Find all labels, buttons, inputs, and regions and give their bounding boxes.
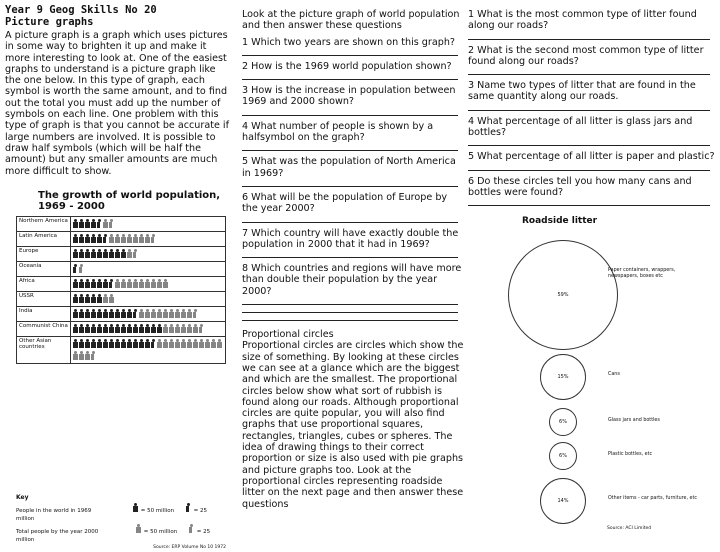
litter-circle: 6% — [549, 442, 577, 470]
answer-line[interactable] — [468, 163, 710, 171]
pictograph-row — [17, 217, 226, 232]
person-icon — [79, 219, 84, 228]
half-person-icon — [109, 219, 114, 228]
half-person-icon — [133, 249, 138, 258]
half-person-outline-icon — [189, 524, 194, 533]
person-outline-icon — [175, 309, 180, 318]
question-item — [242, 61, 464, 80]
question-item — [468, 116, 716, 147]
person-outline-icon — [115, 279, 120, 288]
person-icon — [85, 249, 90, 258]
person-icon — [91, 249, 96, 258]
person-outline-icon — [145, 309, 150, 318]
person-icon — [79, 309, 84, 318]
question-item — [242, 85, 464, 116]
region-label: Other Asian countries — [17, 337, 71, 364]
question-item — [468, 80, 716, 111]
person-icon — [121, 309, 126, 318]
person-outline-icon — [139, 234, 144, 243]
answer-line[interactable] — [242, 215, 458, 223]
question-item — [242, 156, 464, 187]
person-icon — [109, 249, 114, 258]
litter-label: Cans — [608, 372, 620, 377]
person-icon — [79, 339, 84, 348]
litter-label: Paper containers, wrappers, newspapers, boxes etc — [608, 268, 676, 279]
question-item — [242, 9, 464, 32]
person-outline-icon — [163, 324, 168, 333]
litter-source: Source: ACI Limited — [607, 526, 652, 531]
person-outline-icon — [181, 309, 186, 318]
person-outline-icon — [187, 309, 192, 318]
question-text: 8 Which countries and regions will have more than double their population by the year 2000? — [242, 263, 462, 297]
pictograph-row — [17, 337, 226, 364]
person-icon — [91, 309, 96, 318]
person-icon — [79, 294, 84, 303]
person-icon — [97, 339, 102, 348]
person-icon — [79, 234, 84, 243]
person-outline-icon — [127, 249, 132, 258]
person-outline-icon — [109, 234, 114, 243]
person-icon — [91, 234, 96, 243]
person-icon — [73, 249, 78, 258]
question-text: 2 How is the 1969 world population shown? — [242, 60, 452, 72]
person-icon — [103, 324, 108, 333]
person-icon — [127, 324, 132, 333]
question-item — [242, 228, 464, 259]
person-icon — [115, 249, 120, 258]
person-outline-icon — [181, 339, 186, 348]
person-icon — [121, 249, 126, 258]
litter-label: Glass jars and bottles — [608, 418, 660, 423]
answer-line[interactable] — [242, 297, 458, 305]
person-outline-icon — [211, 339, 216, 348]
half-person-icon — [133, 309, 138, 318]
question-text: 3 Name two types of litter that are found in the same quantity along our roads. — [468, 80, 696, 103]
question-text: 4 What percentage of all litter is glass jars and bottles? — [468, 115, 693, 139]
proportional-heading: Proportional circles — [242, 329, 334, 341]
region-symbols — [71, 232, 226, 247]
litter-label: Other items - car parts, furniture, etc — [608, 496, 697, 501]
person-outline-icon — [199, 339, 204, 348]
person-icon — [115, 324, 120, 333]
person-icon — [103, 249, 108, 258]
pictograph-row — [17, 232, 226, 247]
region-label: Europe — [17, 247, 71, 262]
person-outline-icon — [193, 324, 198, 333]
person-icon — [97, 309, 102, 318]
person-icon — [139, 324, 144, 333]
answer-line[interactable] — [242, 108, 458, 116]
person-icon — [91, 324, 96, 333]
person-icon — [79, 279, 84, 288]
question-text: 5 What percentage of all litter is paper and plastic? — [468, 151, 715, 163]
person-icon — [85, 219, 90, 228]
question-item — [468, 45, 716, 76]
litter-circle: 15% — [540, 354, 586, 400]
pictograph-source: Source: ERP Volume No 10 1972 — [153, 545, 226, 550]
region-label: Oceania — [17, 262, 71, 277]
person-outline-icon — [187, 339, 192, 348]
person-icon — [133, 503, 138, 512]
person-outline-icon — [85, 351, 90, 360]
question-text: 4 What number of people is shown by a halfsymbol on the graph? — [242, 120, 434, 144]
person-outline-icon — [139, 309, 144, 318]
pictograph-table — [16, 216, 226, 364]
question-text: 3 How is the increase in population between 1969 and 2000 shown? — [242, 85, 456, 108]
person-outline-icon — [169, 339, 174, 348]
person-outline-icon — [79, 351, 84, 360]
person-icon — [91, 279, 96, 288]
answer-line[interactable] — [468, 67, 710, 75]
person-outline-icon — [163, 339, 168, 348]
person-outline-icon — [145, 279, 150, 288]
region-symbols — [71, 307, 226, 322]
person-icon — [151, 324, 156, 333]
region-label: Communist China — [17, 322, 71, 337]
proportional-paragraph: Proportional circles are circles which show the size of something. By looking at these circles we can see at a glance which are the biggest and which are the smallest. The proportional circles below show what sort of rubbish is found along our roads. Although proportional circles are quite popular, you will also find graphs that use proportional squares, rectangles, triangles, cubes or spheres. The idea of drawing things to their correct proportion or size is also used with pie graphs and picture graphs too. Look at the proportional circles representing roadside litter on the next page and then answer these questions — [242, 340, 464, 510]
question-text: 1 Which two years are shown on this graph? — [242, 36, 455, 48]
person-outline-icon — [127, 279, 132, 288]
pictograph-row — [17, 322, 226, 337]
pictograph-row — [17, 307, 226, 322]
person-icon — [133, 324, 138, 333]
person-icon — [103, 279, 108, 288]
pictograph-key: Key People in the world in 1969 = 50 million = 25 million Total people by the year 2000 = 50 million = 25 million Source: ERP Volume No 10 1972 — [16, 494, 226, 550]
person-outline-icon — [133, 279, 138, 288]
answer-line[interactable] — [242, 250, 458, 258]
question-text: 5 What was the population of North America in 1969? — [242, 156, 456, 179]
person-icon — [97, 294, 102, 303]
person-icon — [127, 339, 132, 348]
person-icon — [73, 219, 78, 228]
answer-line[interactable] — [242, 48, 458, 56]
person-icon — [73, 294, 78, 303]
proportional-circles-section — [242, 329, 464, 510]
person-icon — [121, 324, 126, 333]
person-icon — [109, 324, 114, 333]
region-symbols — [71, 277, 226, 292]
question-item — [468, 176, 716, 207]
question-item — [468, 151, 716, 170]
person-icon — [91, 339, 96, 348]
person-icon — [91, 219, 96, 228]
person-outline-icon — [121, 234, 126, 243]
question-item — [242, 37, 464, 56]
person-outline-icon — [217, 339, 222, 348]
person-icon — [79, 324, 84, 333]
pictograph-row — [17, 247, 226, 262]
person-icon — [85, 279, 90, 288]
person-icon — [139, 339, 144, 348]
question-item — [242, 121, 464, 152]
person-outline-icon — [109, 294, 114, 303]
person-outline-icon — [73, 351, 78, 360]
half-person-icon — [186, 503, 191, 512]
half-person-icon — [103, 234, 108, 243]
litter-circle: 14% — [540, 478, 586, 524]
person-outline-icon — [157, 279, 162, 288]
question-text: 6 Do these circles tell you how many cans and bottles were found? — [468, 175, 692, 198]
question-item — [242, 263, 464, 321]
answer-line[interactable] — [242, 313, 458, 321]
person-outline-icon — [157, 309, 162, 318]
region-label: India — [17, 307, 71, 322]
answer-line[interactable] — [468, 198, 710, 206]
region-symbols — [71, 337, 226, 364]
region-symbols — [71, 247, 226, 262]
person-icon — [109, 339, 114, 348]
half-person-icon — [73, 264, 78, 273]
answer-line[interactable] — [468, 32, 710, 40]
world-population-pictograph — [10, 190, 232, 550]
person-icon — [85, 309, 90, 318]
region-symbols — [71, 262, 226, 277]
roadside-litter-figure — [470, 216, 716, 538]
person-outline-icon — [151, 279, 156, 288]
half-person-icon — [199, 324, 204, 333]
person-icon — [115, 339, 120, 348]
person-icon — [85, 234, 90, 243]
question-text: 2 What is the second most common type of litter found along our roads? — [468, 44, 704, 67]
answer-line[interactable] — [468, 138, 710, 146]
person-icon — [85, 339, 90, 348]
person-icon — [121, 339, 126, 348]
region-label: Northern America — [17, 217, 71, 232]
person-icon — [73, 279, 78, 288]
person-icon — [145, 324, 150, 333]
person-icon — [73, 324, 78, 333]
question-item — [468, 9, 716, 40]
region-symbols — [71, 322, 226, 337]
pictograph-row — [17, 262, 226, 277]
person-outline-icon — [205, 339, 210, 348]
answer-line[interactable] — [242, 72, 458, 80]
half-person-icon — [151, 234, 156, 243]
person-outline-icon — [163, 279, 168, 288]
person-outline-icon — [121, 279, 126, 288]
person-outline-icon — [103, 294, 108, 303]
person-icon — [73, 234, 78, 243]
questions-column — [242, 4, 464, 510]
answer-line[interactable] — [242, 305, 458, 313]
question-text: 6 What will be the population of Europe by the year 2000? — [242, 191, 448, 215]
person-icon — [97, 249, 102, 258]
pictograph-row — [17, 277, 226, 292]
question-text: 7 Which country will have exactly double the population in 2000 that it had in 1969? — [242, 227, 459, 250]
person-outline-icon — [175, 339, 180, 348]
person-icon — [97, 279, 102, 288]
region-symbols — [71, 217, 226, 232]
person-icon — [97, 234, 102, 243]
question-text: 1 What is the most common type of litter found along our roads? — [468, 9, 697, 32]
answer-line[interactable] — [468, 103, 710, 111]
question-item — [242, 192, 464, 223]
person-outline-icon — [145, 234, 150, 243]
person-outline-icon — [136, 524, 141, 533]
person-outline-icon — [175, 324, 180, 333]
person-icon — [127, 309, 132, 318]
person-outline-icon — [169, 324, 174, 333]
person-icon — [91, 294, 96, 303]
person-outline-icon — [187, 324, 192, 333]
person-outline-icon — [151, 309, 156, 318]
worksheet-subtitle: Picture graphs — [5, 16, 94, 28]
answer-line[interactable] — [242, 179, 458, 187]
person-outline-icon — [103, 219, 108, 228]
pictograph-title: The growth of world population, 1969 - 2000 — [38, 190, 221, 212]
half-person-icon — [91, 351, 96, 360]
person-outline-icon — [193, 339, 198, 348]
litter-label: Plastic bottles, etc — [608, 452, 653, 457]
person-icon — [145, 339, 150, 348]
person-icon — [85, 294, 90, 303]
litter-circle: 59% — [508, 240, 618, 350]
person-outline-icon — [139, 279, 144, 288]
person-outline-icon — [127, 234, 132, 243]
region-label: Latin America — [17, 232, 71, 247]
half-person-icon — [151, 339, 156, 348]
litter-questions-column — [468, 4, 716, 206]
person-icon — [109, 309, 114, 318]
region-label: Africa — [17, 277, 71, 292]
person-icon — [79, 249, 84, 258]
person-icon — [115, 309, 120, 318]
person-icon — [103, 339, 108, 348]
half-person-icon — [79, 264, 84, 273]
litter-title: Roadside litter — [522, 216, 598, 226]
intro-paragraph: A picture graph is a graph which uses pictures in some way to brighten it up and make it more interesting to look at. One of the easiest graphs to understand is a picture graph like the one below. In this type of graph, each symbol is worth the same amount, and to find out the total you must add up the number of symbols on each line. One problem with this type of graph is that you cannot be accurate if large numbers are involved. It is possible to draw half symbols (which will be half the amount) but any smaller amounts are much more difficult to show. — [5, 30, 229, 177]
person-icon — [97, 324, 102, 333]
region-label: USSR — [17, 292, 71, 307]
person-outline-icon — [115, 234, 120, 243]
half-person-icon — [193, 309, 198, 318]
answer-line[interactable] — [242, 143, 458, 151]
person-outline-icon — [181, 324, 186, 333]
person-icon — [157, 324, 162, 333]
question-text: Look at the picture graph of world population and then answer these questions — [242, 9, 460, 32]
person-icon — [73, 309, 78, 318]
litter-circle: 6% — [549, 408, 577, 436]
person-outline-icon — [169, 309, 174, 318]
person-icon — [73, 339, 78, 348]
person-outline-icon — [163, 309, 168, 318]
half-person-icon — [109, 279, 114, 288]
region-symbols — [71, 292, 226, 307]
person-outline-icon — [133, 234, 138, 243]
person-outline-icon — [157, 339, 162, 348]
intro-column — [5, 4, 233, 177]
half-person-icon — [97, 219, 102, 228]
person-icon — [85, 324, 90, 333]
person-icon — [133, 339, 138, 348]
person-icon — [103, 309, 108, 318]
pictograph-row — [17, 292, 226, 307]
worksheet-title: Year 9 Geog Skills No 20 — [5, 4, 157, 16]
